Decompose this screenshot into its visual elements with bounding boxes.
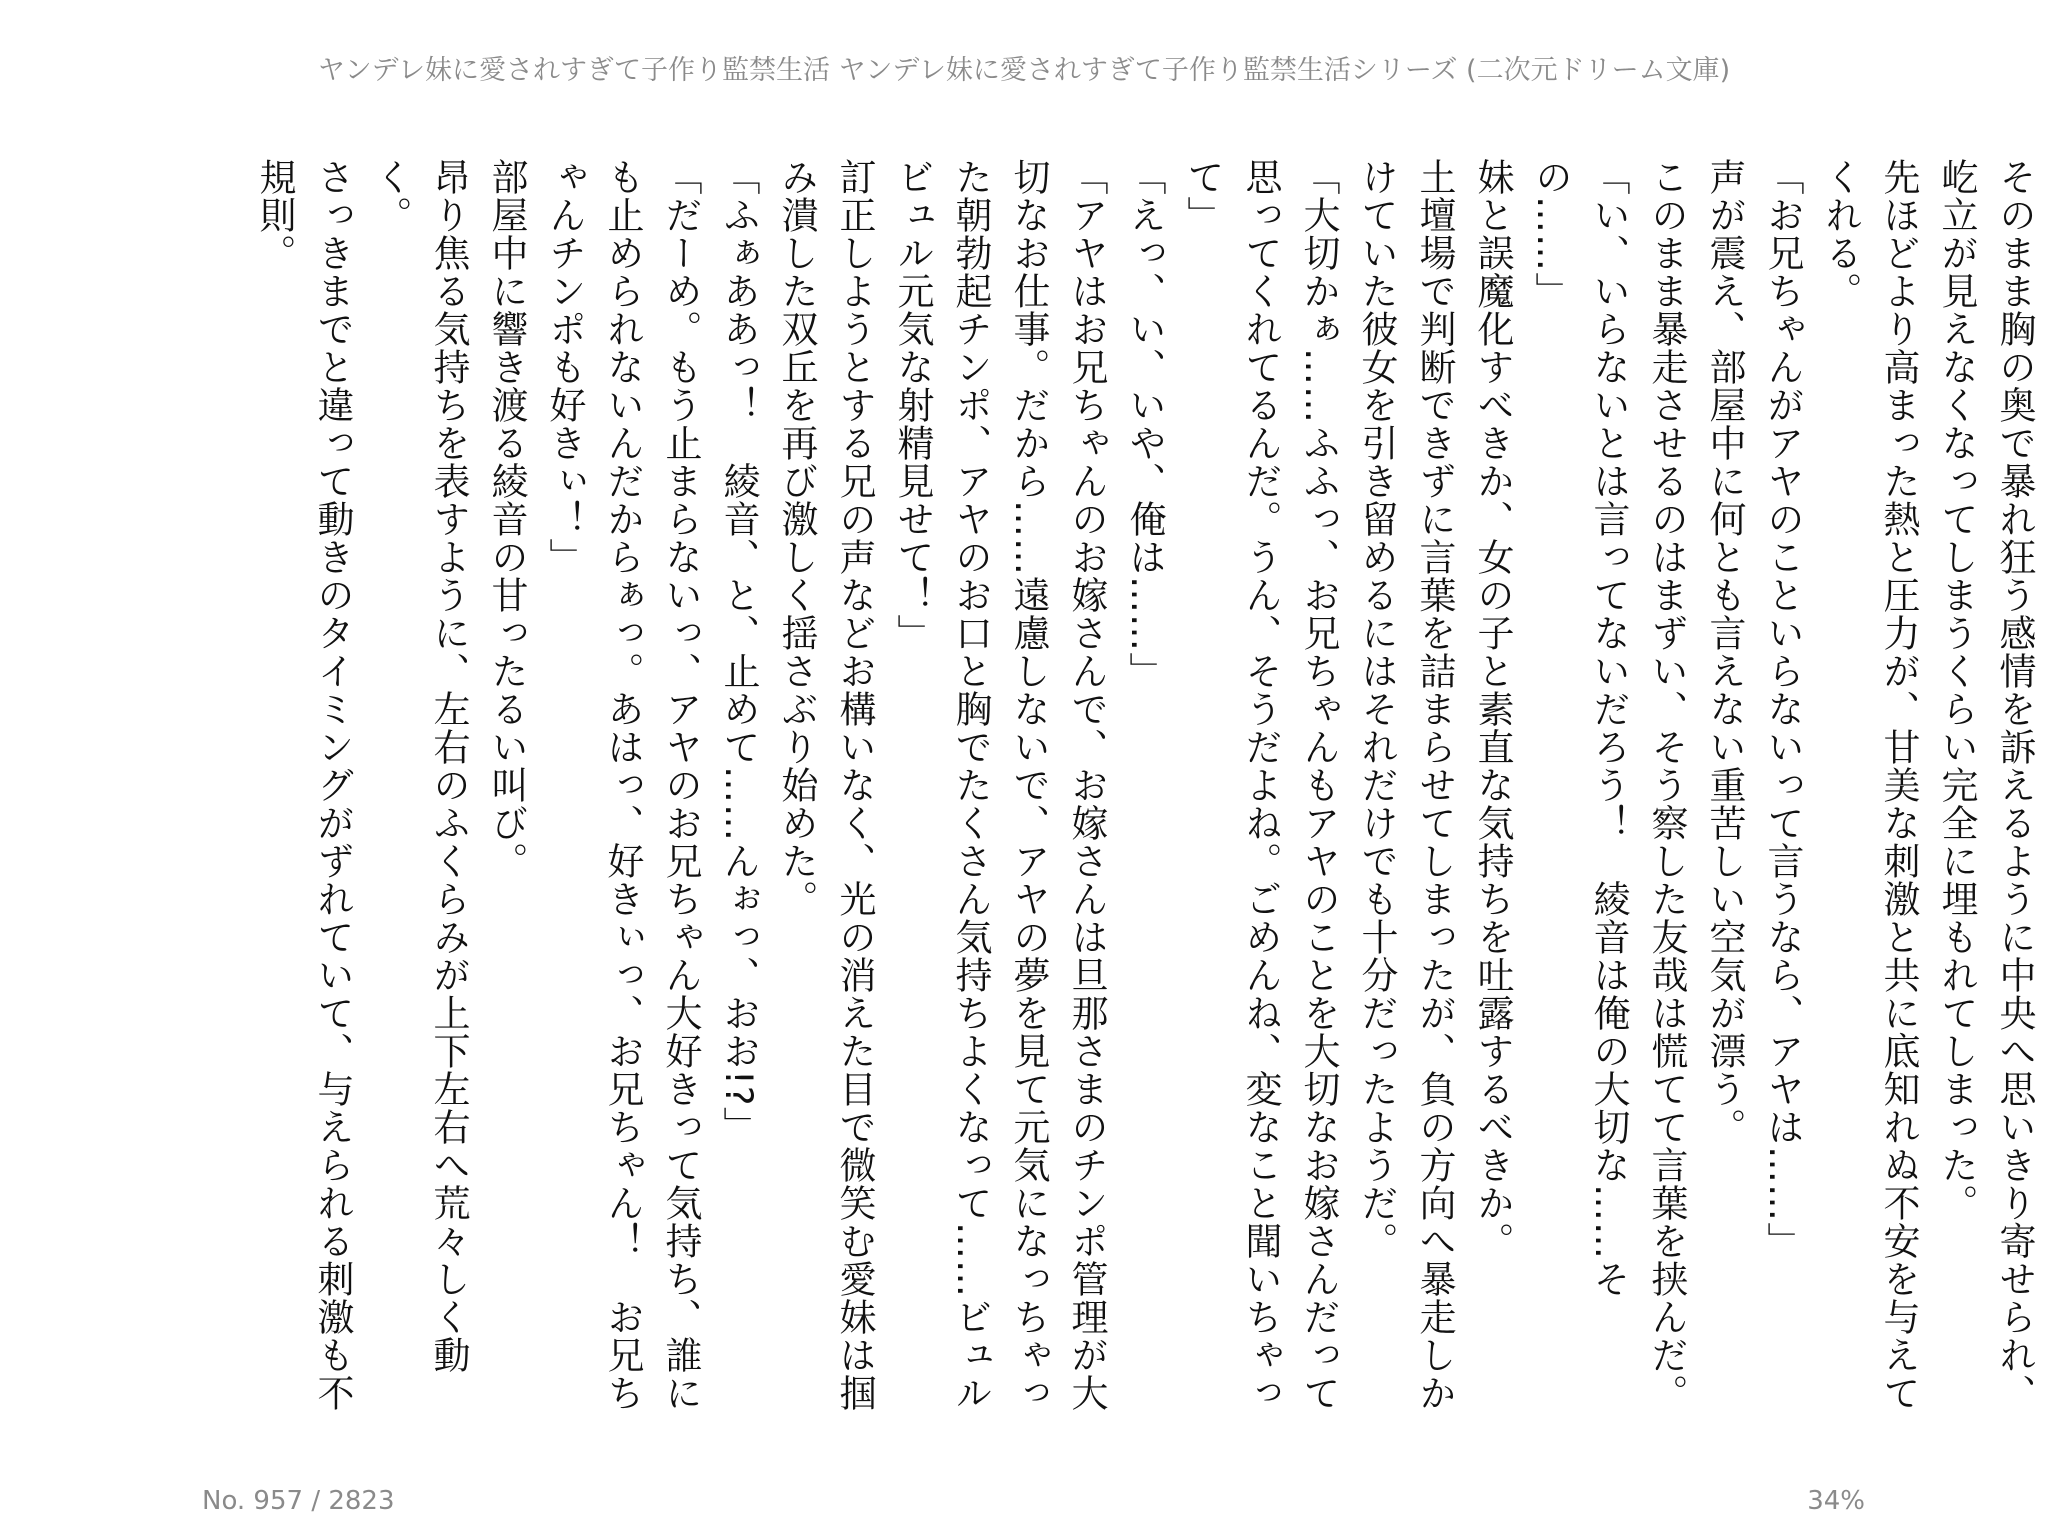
paragraph: さっきまでと違って動きのタイミングがずれていて、与えられる刺激も不規則。 xyxy=(253,158,354,1412)
paragraph: 「だーめ。もう止まらないっ、アヤのお兄ちゃん大好きって気持ち、誰にも止められないんだからぁっ。あはっ、好きぃっ、お兄ちゃん！ お兄ちゃんチンポも好きぃ！」 xyxy=(543,158,702,1412)
vertical-text-body xyxy=(245,158,2043,1420)
paragraph: 妹と誤魔化すべきか、女の子と素直な気持ちを吐露するべきか。 xyxy=(1471,158,1514,1260)
location-indicator: No. 957 / 2823 xyxy=(202,1486,395,1516)
paragraph: 部屋中に響き渡る綾音の甘ったるい叫び。 xyxy=(485,158,528,880)
paragraph: 「い、いらないとは言ってないだろう！ 綾音は俺の大切な……その……」 xyxy=(1529,158,1630,1298)
paragraph: 「ふぁああっ！ 綾音、と、止めて……んぉっ、おお!?」 xyxy=(717,158,760,1145)
paragraph: そのまま胸の奥で暴れ狂う感情を訴えるように中央へ思いきり寄せられ、屹立が見えなくなってしまうくらい完全に埋もれてしまった。 xyxy=(1935,158,2036,1412)
paragraph: 先ほどより高まった熱と圧力が、甘美な刺激と共に底知れぬ不安を与えてくれる。 xyxy=(1819,158,1920,1412)
paragraph: 「お兄ちゃんがアヤのこといらないって言うなら、アヤは……」 xyxy=(1761,158,1804,1260)
paragraph: 「大切かぁ……ふふっ、お兄ちゃんもアヤのことを大切なお嫁さんだって思ってくれてるんだ。うん、そうだよね。ごめんね、変なこと聞いちゃって」 xyxy=(1181,158,1340,1412)
paragraph: 「えっ、い、いや、俺は……」 xyxy=(1123,158,1166,690)
paragraph: このまま暴走させるのはまずい、そう察した友哉は慌てて言葉を挟んだ。 xyxy=(1645,158,1688,1412)
paragraph: 訂正しようとする兄の声などお構いなく、光の消えた目で微笑む愛妹は掴み潰した双丘を再び激しく揺さぶり始めた。 xyxy=(775,158,876,1412)
reader-page[interactable] xyxy=(245,158,2036,1438)
paragraph: 「アヤはお兄ちゃんのお嫁さんで、お嫁さんは旦那さまのチンポ管理が大切なお仕事。だから……遠慮しないで、アヤの夢を見て元気になっちゃった朝勃起チンポ、アヤのお口と胸でたくさん気持ちよくなって……ビュルビュル元気な射精見せて！」 xyxy=(891,158,1108,1412)
paragraph: 声が震え、部屋中に何とも言えない重苦しい空気が漂う。 xyxy=(1703,158,1746,1146)
progress-percent: 34% xyxy=(1807,1486,1865,1516)
book-title: ヤンデレ妹に愛されすぎて子作り監禁生活 ヤンデレ妹に愛されすぎて子作り監禁生活シリーズ (二次元ドリーム文庫) xyxy=(317,55,1731,86)
paragraph: 土壇場で判断できずに言葉を詰まらせてしまったが、負の方向へ暴走しかけていた彼女を引き留めるにはそれだけでも十分だったようだ。 xyxy=(1355,158,1456,1412)
paragraph: 昂り焦る気持ちを表すように、左右のふくらみが上下左右へ荒々しく動く。 xyxy=(369,158,470,1374)
